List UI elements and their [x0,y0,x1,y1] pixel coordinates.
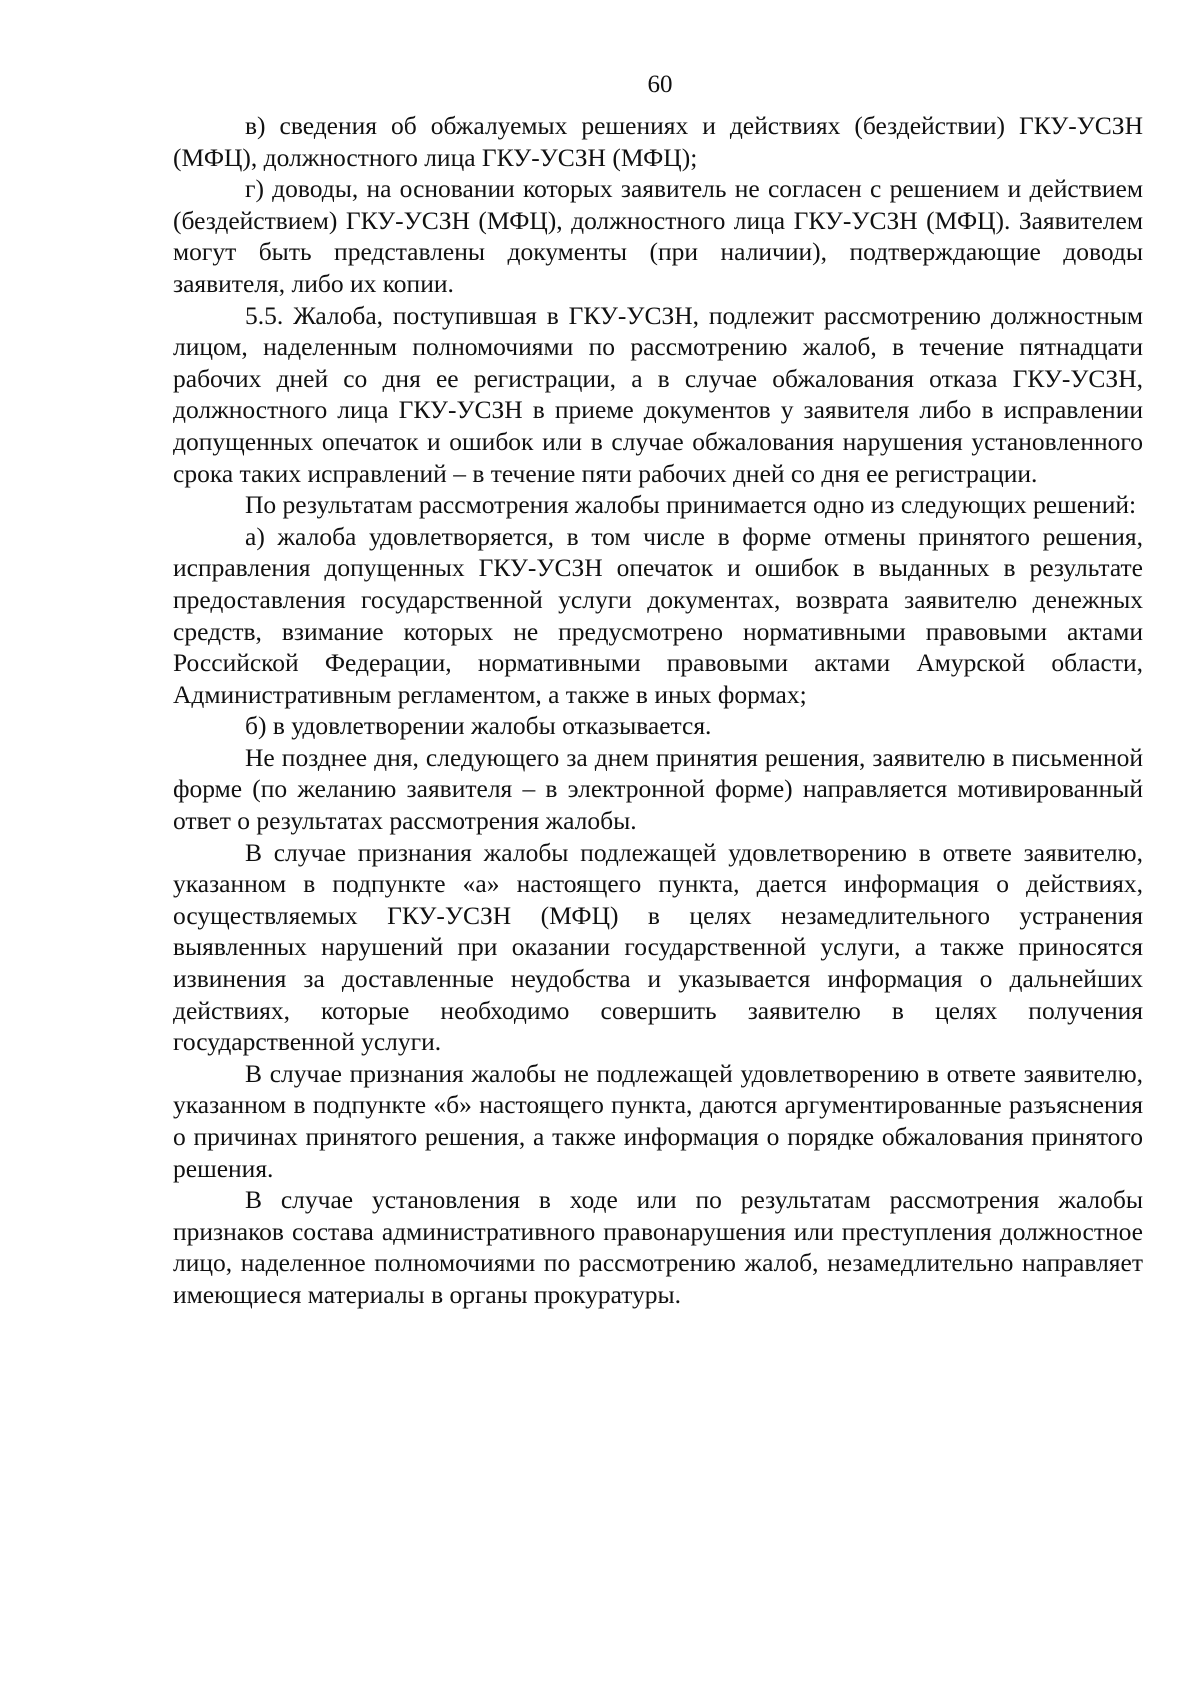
paragraph-item-b: б) в удовлетворении жалобы отказывается. [245,711,712,741]
paragraph-rejected-case: В случае признания жалобы не подлежащей удовлетворению в ответе заявителю, указанном в подпункте «б» настоящего пункта, даются аргументированные разъяснения о причинах принятого решения, а также информация о порядке обжалования принятого решения. [173,1058,1143,1183]
paragraph-decisions-intro: По результатам рассмотрения жалобы принимается одно из следующих решений: [245,490,1137,520]
paragraph-item-a: а) жалоба удовлетворяется, в том числе в форме отмены принятого решения, исправления допущенных ГКУ-УСЗН опечаток и ошибок в выданных в результате предоставления государственной услуги документах, возврата заявителю денежных средств, взимание которых не предусмотрено нормативными правовыми актами Российской Федерации, нормативными правовыми актами Амурской области, Административным регламентом, а также в иных формах; [173,521,1143,709]
document-body [173,110,1143,1311]
paragraph-item-v: в) сведения об обжалуемых решениях и действиях (бездействии) ГКУ-УСЗН (МФЦ), должностного лица ГКУ-УСЗН (МФЦ); [173,111,1143,172]
paragraph-satisfied-case: В случае признания жалобы подлежащей удовлетворению в ответе заявителю, указанном в подпункте «а» настоящего пункта, дается информация о действиях, осуществляемых ГКУ-УСЗН (МФЦ) в целях незамедлительного устранения выявленных нарушений при оказании государственной услуги, а также приносятся извинения за доставленные неудобства и указывается информация о дальнейших действиях, которые необходимо совершить заявителю в целях получения государственной услуги. [173,837,1143,1057]
paragraph-response-deadline: Не позднее дня, следующего за днем принятия решения, заявителю в письменной форме (по желанию заявителя – в электронной форме) направляется мотивированный ответ о результатах рассмотрения жалобы. [173,742,1143,836]
page-number: 60 [647,71,673,98]
paragraph-5-5: 5.5. Жалоба, поступившая в ГКУ-УСЗН, подлежит рассмотрению должностным лицом, наделенным полномочиями по рассмотрению жалоб, в течение пятнадцати рабочих дней со дня ее регистрации, а в случае обжалования отказа ГКУ-УСЗН, должностного лица ГКУ-УСЗН в приеме документов у заявителя либо в исправлении допущенных опечаток и ошибок или в случае обжалования нарушения установленного срока таких исправлений – в течение пяти рабочих дней со дня ее регистрации. [173,300,1143,488]
paragraph-prosecution: В случае установления в ходе или по результатам рассмотрения жалобы признаков состава административного правонарушения или преступления должностное лицо, наделенное полномочиями по рассмотрению жалоб, незамедлительно направляет имеющиеся материалы в органы прокуратуры. [173,1185,1143,1309]
paragraph-item-g: г) доводы, на основании которых заявитель не согласен с решением и действием (бездействием) ГКУ-УСЗН (МФЦ), должностного лица ГКУ-УСЗН (МФЦ). Заявителем могут быть представлены документы (при наличии), подтверждающие доводы заявителя, либо их копии. [173,174,1143,298]
